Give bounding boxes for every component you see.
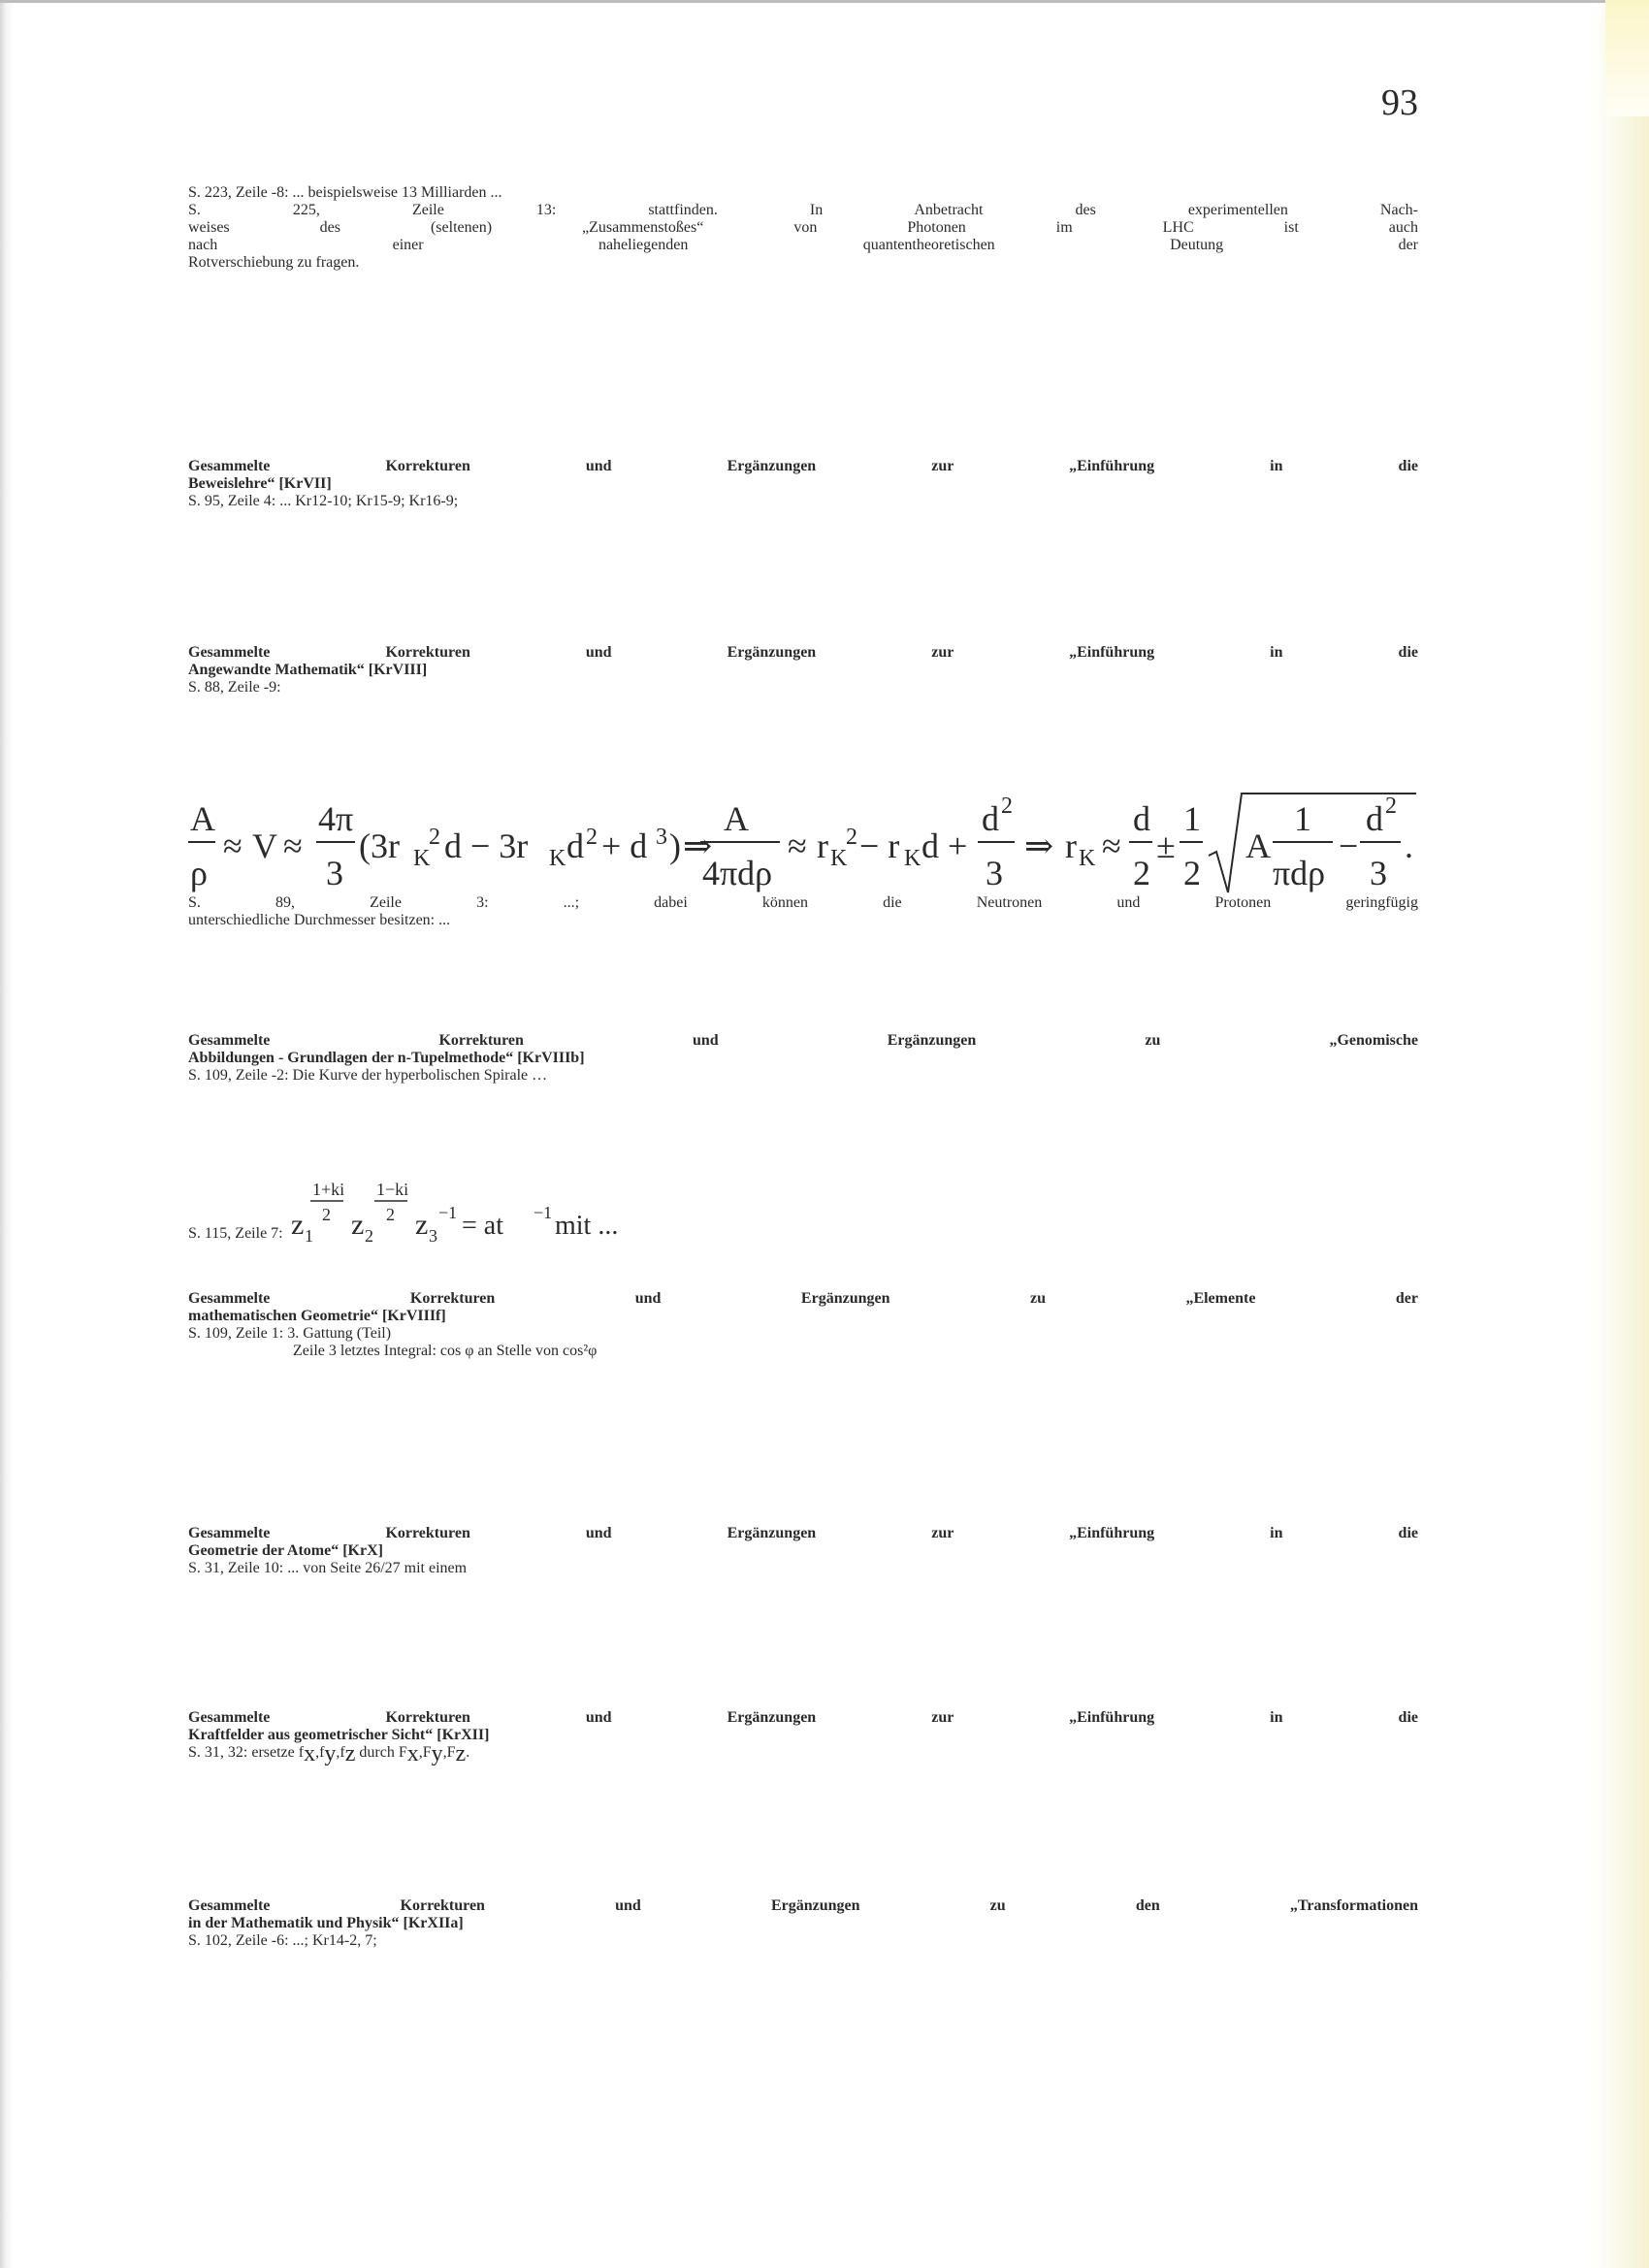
section-heading: Gesammelte Korrekturen und Ergänzungen zur „Einführung in die [188,1709,1418,1726]
eq-part: d − 3r [444,826,529,865]
eq-half: 2 [321,1205,331,1224]
section-krviii [188,644,1418,697]
eq-4pi: 4π [318,799,354,838]
eq-sub-K: K [549,846,566,871]
eq-implies: ⇒ [1024,826,1054,865]
section-krvii [188,458,1418,510]
section-heading: Gesammelte Korrekturen und Ergänzungen zu den „Transformationen [188,1897,1418,1914]
section-krviii-cont [188,894,1418,929]
eq-exp: 1−ki [375,1180,408,1199]
section-heading: Kraftfelder aus geometrischer Sicht“ [KrXII] [188,1727,490,1743]
section-heading: Angewandte Mathematik“ [KrVIII] [188,662,428,678]
eq-d: d [1133,799,1150,838]
eq-d-plus: d + [922,826,968,865]
eq-pidrho: πdρ [1273,854,1326,892]
eq-d: d [1366,799,1383,838]
text-line: weises des (seltenen) „Zusammenstoßes“ von Photonen im LHC ist auch [188,219,1418,236]
eq-d: d [566,826,584,865]
eq-sub-3: 3 [428,1226,437,1246]
eq-exp: 1+ki [311,1180,344,1199]
eq-sup-neg1: −1 [533,1203,552,1222]
text-line: Rotverschiebung zu fragen. [188,254,360,271]
eq-period: . [1405,826,1413,865]
entry-line: S. 95, Zeile 4: ... Kr12-10; Kr15-9; Kr16-9; [188,493,459,509]
section-heading: Gesammelte Korrekturen und Ergänzungen zur „Einführung in die [188,1525,1418,1541]
entry-line: S. 109, Zeile 1: 3. Gattung (Teil) [188,1325,392,1342]
eq-minus-r: − r [859,826,900,865]
eq-z: z [414,1209,428,1241]
eq-V: V [252,826,277,865]
eq-sup-2: 2 [429,825,440,850]
entry-line: S. 31, Zeile 10: ... von Seite 26/27 mit einem [188,1560,468,1576]
equation-block [188,788,1420,902]
eq-bracket: (3r [359,826,400,865]
section-krx [188,1525,1418,1577]
section-heading: Abbildungen - Grundlagen der n-Tupelmethode“ [KrVIIIb] [188,1050,585,1066]
entry-line: S. 89, Zeile 3: ...; dabei können die Neutronen und Protonen geringfügig [188,894,1418,911]
eq-implies: ⇒ [683,826,713,865]
section-heading: Gesammelte Korrekturen und Ergänzungen zur „Einführung in die [188,644,1418,661]
text-line: S. 223, Zeile -8: ... beispielsweise 13 Milliarden ... [188,184,502,201]
eq-A: A [1245,826,1271,865]
eq-sup-2: 2 [586,825,598,850]
intro-block [188,184,1418,272]
eq-sub-K: K [413,846,431,871]
page-number: 93 [1381,82,1418,123]
eq-sup-2: 2 [846,825,857,850]
eq-d: d [982,799,999,838]
section-heading: Gesammelte Korrekturen und Ergänzungen zur „Einführung in die [188,458,1418,474]
eq-4pidrho: 4πdρ [702,854,773,892]
section-krviiib [188,1032,1418,1085]
eq-1: 1 [1183,799,1201,838]
text-line: S. 225, Zeile 13: stattfinden. In Anbetracht des experimentellen Nach- [188,202,1418,218]
eq-close: ) [669,826,681,865]
eq-sub-K: K [904,846,922,871]
eq-sup-neg1: −1 [437,1203,457,1222]
section-krxiia [188,1897,1418,1950]
section-heading: in der Mathematik und Physik“ [KrXIIa] [188,1915,464,1931]
section-heading: Gesammelte Korrekturen und Ergänzungen zu „Genomische [188,1032,1418,1049]
eq-r: r [1065,826,1077,865]
entry-line: S. 102, Zeile -6: ...; Kr14-2, 7; [188,1932,377,1949]
inline-equation [287,1176,695,1253]
paper-edge-tint [1605,0,1649,116]
eq-sup-2: 2 [1385,794,1397,819]
eq-plus-d: + d [601,826,648,865]
eq-minus: − [1339,826,1359,865]
scan-edge [0,0,1649,3]
eq-3: 3 [986,854,1003,892]
entry-line: S. 115, Zeile 7: [188,1225,283,1242]
eq-2: 2 [1183,854,1201,892]
eq-sub-K: K [830,846,848,871]
eq-2: 2 [1133,854,1150,892]
section-heading: Gesammelte Korrekturen und Ergänzungen zu „Elemente der [188,1290,1418,1307]
eq-3: 3 [1370,854,1387,892]
section-heading: Beweislehre“ [KrVII] [188,475,332,492]
section-heading: Geometrie der Atome“ [KrX] [188,1542,383,1559]
eq-A: A [190,799,215,838]
eq-approx: ≈ [788,826,807,865]
section-heading: mathematischen Geometrie“ [KrVIIIf] [188,1308,446,1324]
eq-approx: ≈ [283,826,303,865]
eq-mit: mit ... [554,1211,618,1241]
section-krviiif [188,1290,1418,1360]
eq-r: r [817,826,828,865]
entry-line: S. 31, 32: ersetze $f_x,f_y,f_z$ durch $F_x,F_y,F_z$. [188,1741,470,1767]
entry-line: S. 88, Zeile -9: [188,679,281,696]
eq-sub-K: K [1079,846,1096,871]
entry-line: unterschiedliche Durchmesser besitzen: ... [188,912,451,928]
eq-approx: ≈ [223,826,242,865]
entry-line: Zeile 3 letztes Integral: cos φ an Stelle von cos²φ [293,1343,598,1359]
inline-formula-line [188,1176,1418,1273]
eq-sup-2: 2 [1001,794,1013,819]
eq-sup-3: 3 [656,825,667,850]
eq-1: 1 [1294,799,1311,838]
eq-z: z [290,1209,304,1241]
text-line: nach einer naheliegenden quantentheoretischen Deutung der [188,237,1418,253]
eq-3: 3 [326,854,343,892]
eq-z: z [350,1209,364,1241]
eq-equals: = at [461,1211,503,1241]
eq-pm: ± [1156,826,1176,865]
eq-rho: ρ [190,854,208,892]
equation [188,788,1420,902]
eq-A: A [724,799,749,838]
entry-line: S. 109, Zeile -2: Die Kurve der hyperbolischen Spirale … [188,1067,548,1084]
eq-approx: ≈ [1102,826,1121,865]
eq-sub-2: 2 [364,1226,373,1246]
eq-sub-1: 1 [304,1226,313,1246]
section-krxii [188,1709,1418,1767]
eq-half: 2 [385,1205,395,1224]
